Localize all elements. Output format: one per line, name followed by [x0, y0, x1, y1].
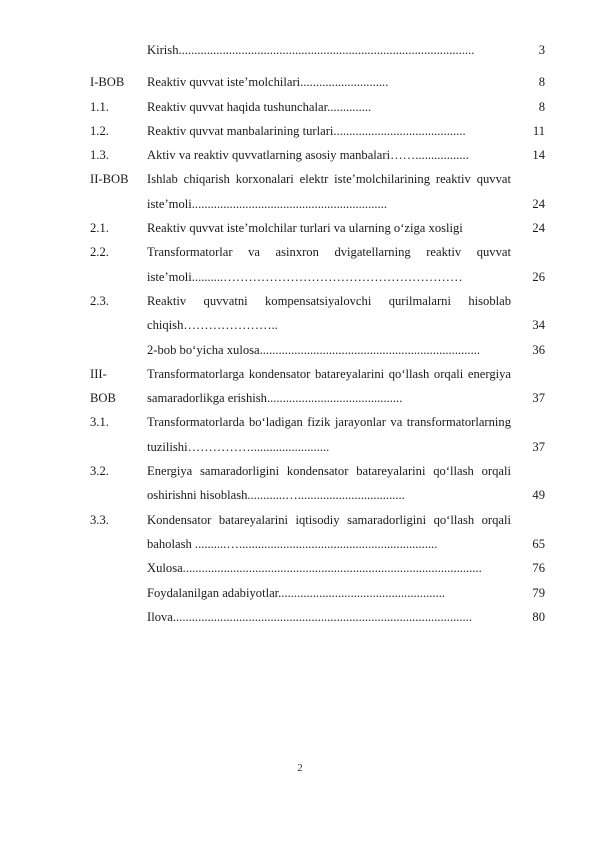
toc-entry-2-3	[90, 289, 545, 338]
table-of-contents	[90, 38, 545, 629]
toc-entry-chapter-2	[90, 167, 545, 216]
toc-entry-adabiyotlar	[90, 581, 545, 605]
toc-entry-title: Xulosa...............................................................................................	[147, 561, 482, 576]
toc-entry-ilova	[90, 605, 545, 629]
toc-entry-title: Ilova...............................................................................................	[147, 609, 472, 624]
page-number: 2	[297, 762, 303, 774]
toc-entry-title: Reaktiv quvvat haqida tushunchalar..............	[147, 99, 372, 114]
toc-entry-page: 49	[532, 488, 545, 503]
toc-entry-page: 37	[532, 391, 545, 406]
toc-entry-page: 26	[532, 269, 545, 284]
toc-entry-number: III- BOB	[90, 366, 116, 406]
toc-entry-page: 3	[538, 43, 545, 57]
toc-entry-title: Reaktiv quvvat iste’molchilar turlari va ularning o‘ziga xosligi	[147, 221, 463, 236]
toc-entry-2-2	[90, 240, 545, 289]
toc-entry-title: Energiya samaradorligini kondensator batareyalarini qo‘llash orqali oshirishni hisoblash............…..................................	[147, 464, 511, 503]
toc-entry-3-1	[90, 410, 545, 459]
toc-entry-2-1	[90, 216, 545, 240]
toc-entry-number: 3.2.	[90, 464, 109, 479]
toc-entry-page: 14	[532, 148, 545, 163]
toc-entry-title: Reaktiv quvvatni kompensatsiyalovchi qurilmalarni hisoblab chiqish…………………..	[147, 293, 511, 333]
toc-entry-page: 34	[532, 318, 545, 333]
toc-entry-title: 2-bob bo‘yicha xulosa......................................................................	[147, 342, 481, 357]
toc-entry-page: 80	[532, 609, 545, 624]
toc-entry-number: 2.2.	[90, 245, 109, 260]
toc-entry-page: 11	[532, 123, 545, 138]
toc-entry-page: 37	[532, 439, 545, 454]
toc-entry-page: 24	[532, 221, 545, 236]
toc-entry-3-3	[90, 508, 545, 557]
toc-entry-number: 3.3.	[90, 512, 109, 527]
toc-entry-title: Aktiv va reaktiv quvvatlarning asosiy manbalari…….................	[147, 148, 469, 163]
toc-entry-number: 1.2.	[90, 123, 109, 138]
toc-entry-page: 8	[538, 99, 545, 114]
toc-entry-3-2	[90, 459, 545, 508]
toc-entry-page: 65	[532, 536, 545, 551]
toc-entry-1-2	[90, 119, 545, 143]
toc-entry-number: 2.1.	[90, 221, 109, 236]
toc-entry-number: I-BOB	[90, 75, 125, 90]
toc-entry-page: 79	[532, 585, 545, 600]
toc-entry-kirish	[90, 38, 545, 62]
toc-entry-title: Kondensator batareyalarini iqtisodiy samaradorligini qo‘llash orqali baholash ..........…...............................................................	[147, 512, 511, 551]
toc-entry-page: 36	[532, 342, 545, 357]
toc-entry-page: 8	[538, 75, 545, 90]
toc-entry-1-1	[90, 95, 545, 119]
toc-entry-title: Kirish..............................................................................................	[147, 43, 475, 57]
toc-entry-xulosa	[90, 556, 545, 580]
toc-entry-title: Reaktiv quvvat manbalarining turlari..........................................	[147, 123, 466, 138]
toc-entry-number: 1.3.	[90, 148, 109, 163]
toc-entry-1-3	[90, 143, 545, 167]
toc-entry-title: Ishlab chiqarish korxonalari elektr iste’molchilarining reaktiv quvvat iste’moli..............................................................	[147, 172, 511, 211]
toc-entry-title: Foydalanilgan adabiyotlar.....................................................	[147, 585, 446, 600]
toc-entry-title: Transformatorlarda bo‘ladigan fizik jarayonlar va transformatorlarning tuzilishi…………….........................	[147, 415, 511, 454]
toc-entry-number: 3.1.	[90, 415, 109, 430]
toc-entry-number: 1.1.	[90, 99, 109, 114]
toc-entry-chapter-1	[90, 70, 545, 94]
toc-entry-page: 76	[532, 561, 545, 576]
toc-entry-title: Transformatorlarga kondensator batareyalarini qo‘llash orqali energiya samaradorlikga erishish...........................................	[147, 366, 511, 406]
toc-entry-number: 2.3.	[90, 293, 109, 308]
toc-entry-title: Transformatorlar va asinxron dvigatellarning reaktiv quvvat iste’moli..........…………………………………………………	[147, 245, 511, 284]
toc-entry-page: 24	[532, 196, 545, 211]
toc-entry-number: II-BOB	[90, 172, 129, 187]
toc-entry-title: Reaktiv quvvat iste’molchilari............................	[147, 75, 389, 90]
toc-entry-chapter-3	[90, 362, 545, 411]
toc-entry-chapter-2-summary	[90, 338, 545, 362]
